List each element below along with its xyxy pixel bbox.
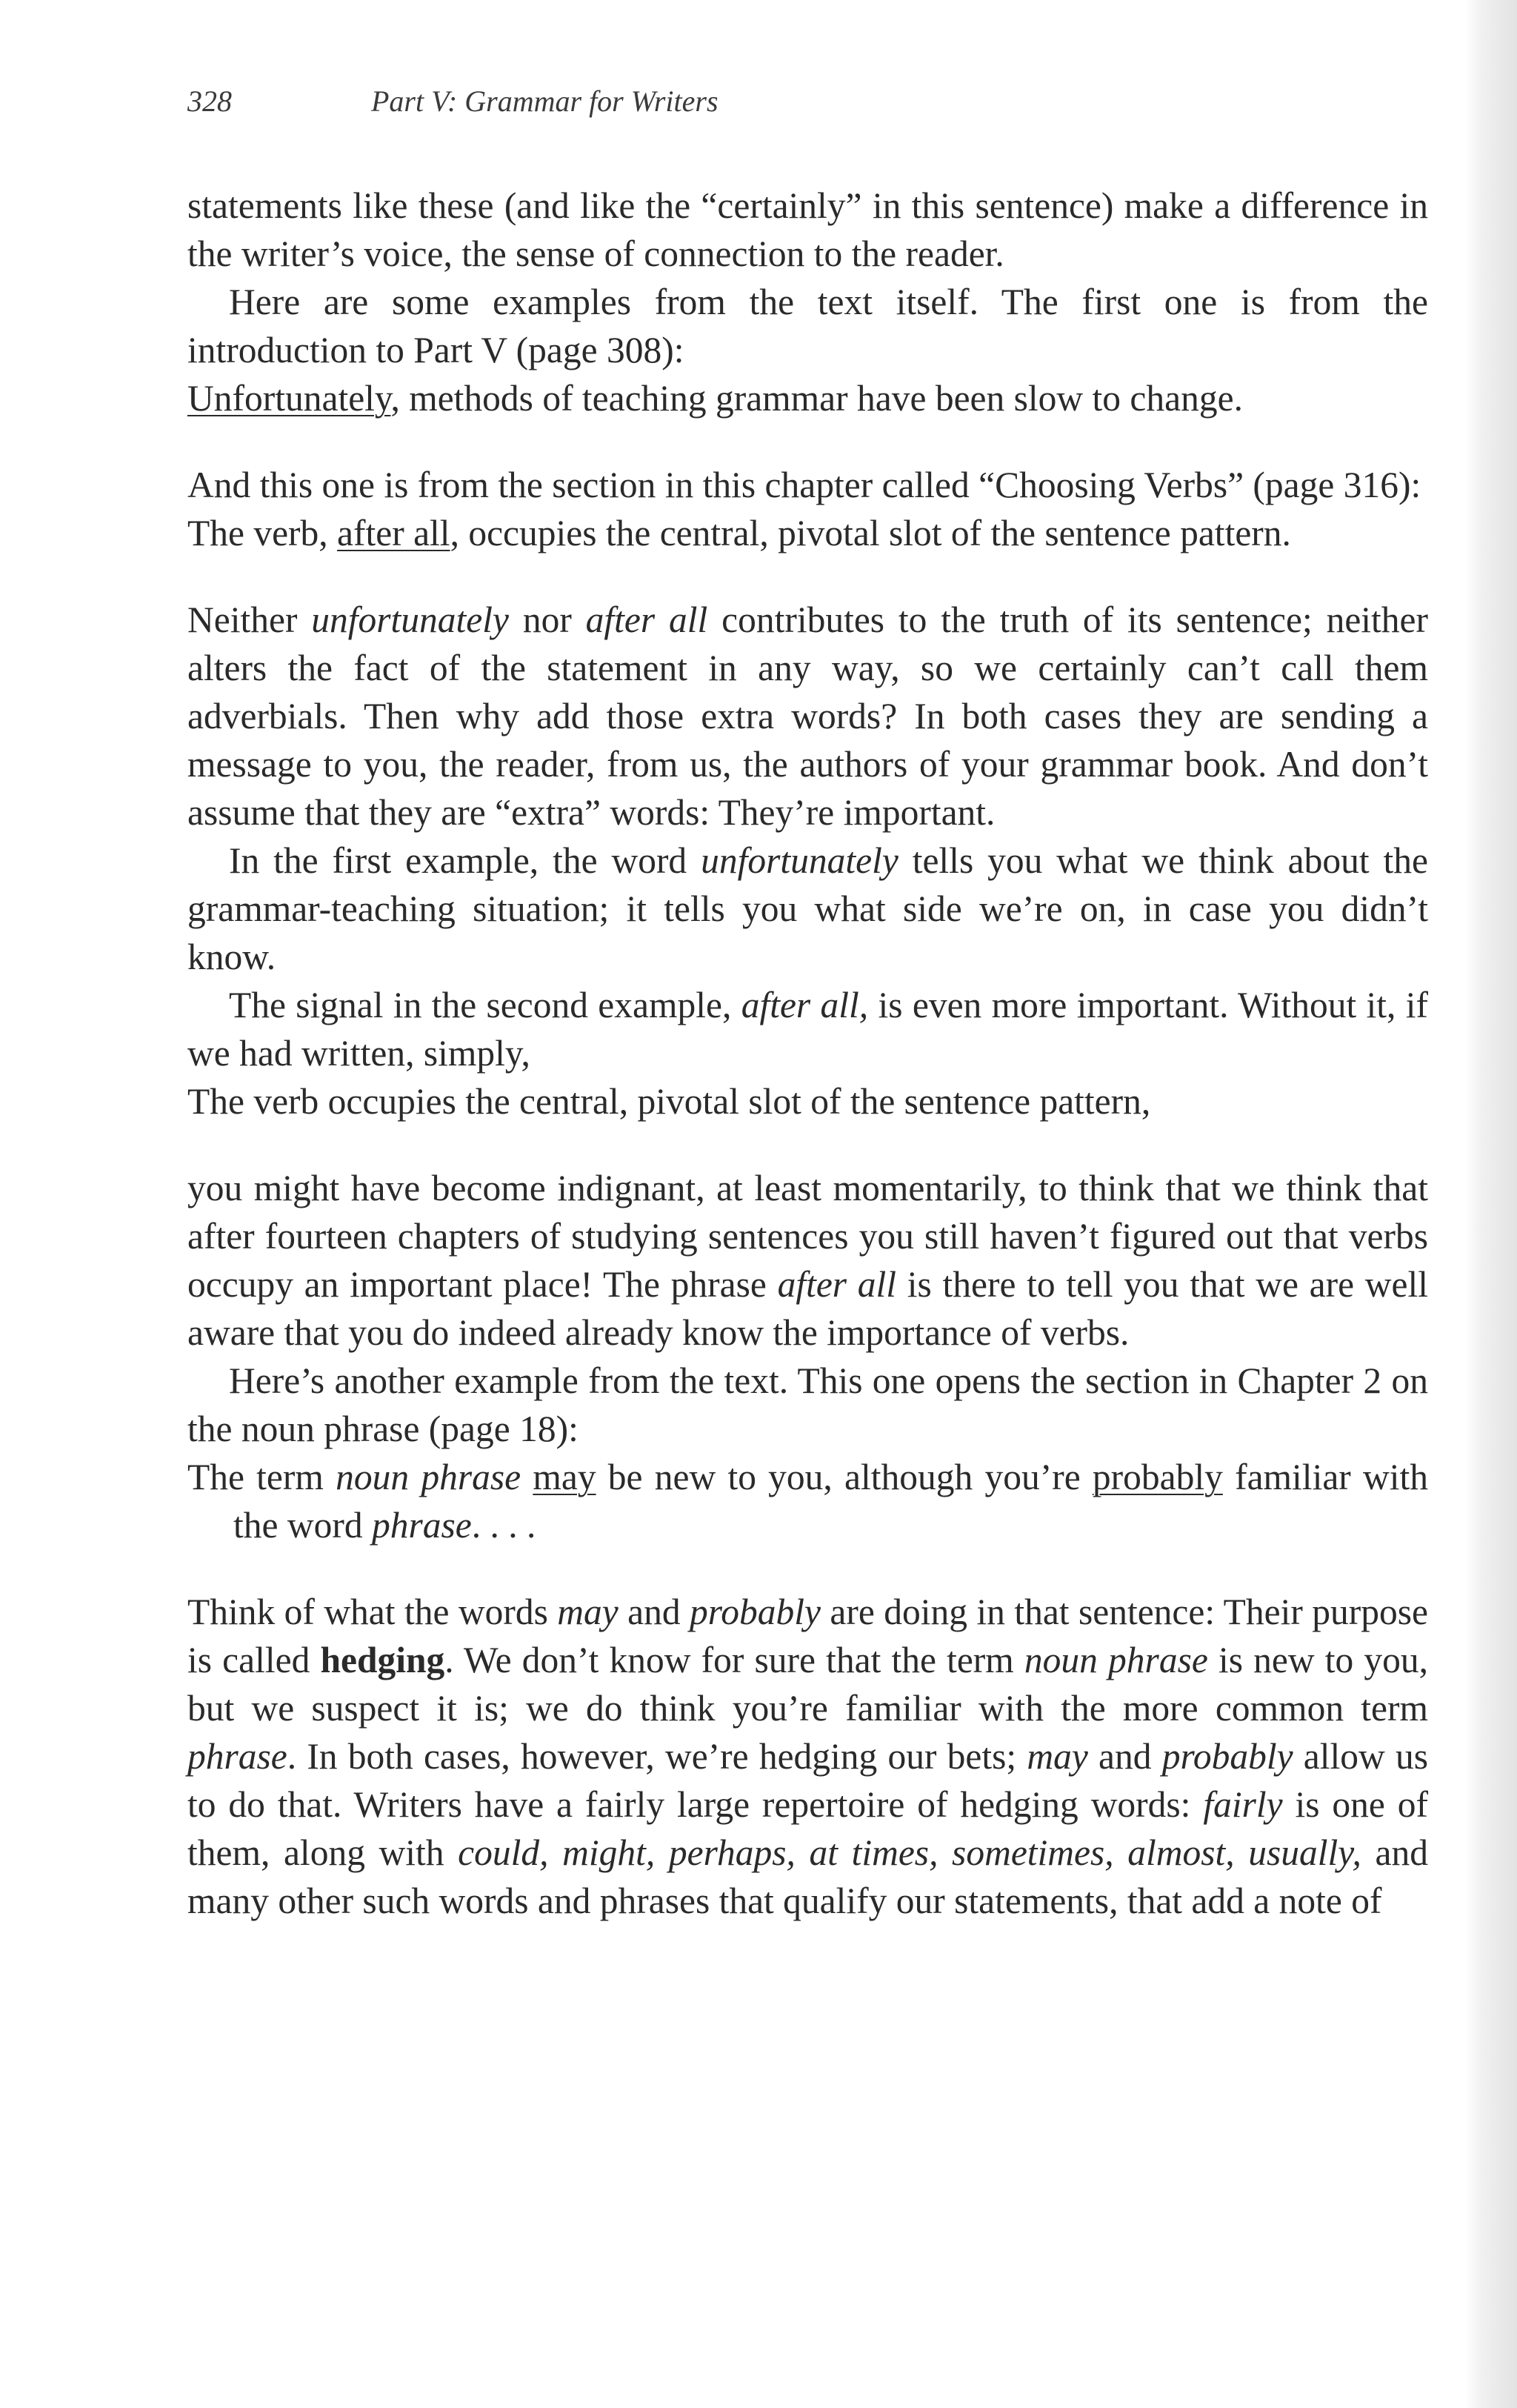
paragraph-choosing-verbs: And this one is from the section in this chapter called “Choosing Verbs” (page 316): [187,465,1421,505]
block-quote-verb: The verb occupies the central, pivotal slot of the sentence pattern, [187,1081,1151,1122]
paragraph-examples-intro: Here are some examples from the text itself. The first one is from the introduction to Part V (page 308): [187,282,1428,370]
block-quote-after-all: The verb, after all, occupies the central, pivotal slot of the sentence pattern. [187,513,1291,553]
underlined-word: Unfortunately [187,378,391,419]
term-hedging: hedging [320,1640,445,1680]
paragraph-first-example: In the first example, the word unfortunately tells you what we think about the grammar-teaching situation; it tells you what side we’re on, in case you didn’t know. [187,840,1428,977]
paragraph-another-example: Here’s another example from the text. This one opens the section in Chapter 2 on the noun phrase (page 18): [187,1360,1428,1449]
paragraph-second-example: The signal in the second example, after all, is even more important. Without it, if we had written, simply, [187,985,1429,1074]
paragraph-continued: statements like these (and like the “certainly” in this sentence) make a difference in the writer’s voice, the sense of connection to the reader. [187,185,1428,274]
paragraph-neither: Neither unfortunately nor after all contributes to the truth of its sentence; neither alters the fact of the statement in any way, so we certainly can’t call them adverbials. Then why add those extra words? In both cases they are sending a message to you, the reader, from us, the authors of your grammar book. And don’t assume that they are “extra” words: They’re important. [187,599,1429,833]
page-gutter-shadow [1465,0,1517,2408]
underlined-phrase: after all [337,513,450,553]
body-text [187,182,1428,1925]
section-title: Part V: Grammar for Writers [371,84,719,118]
running-head [187,84,719,119]
block-quote-noun-phrase: The term noun phrase may be new to you, although you’re probably familiar with the word phrase. . . . [187,1457,1429,1546]
paragraph-hedging: Think of what the words may and probably are doing in that sentence: Their purpose is called hedging. We don’t know for sure that the term noun phrase is new to you, but we suspect it is; we do think you’re familiar with the more common term phrase. In both cases, however, we’re hedging our bets; may and probably allow us to do that. Writers have a fairly large repertoire of hedging words: fairly is one of them, along with could, might, perhaps, at times, sometimes, almost, usually, and many other such words and phrases that qualify our statements, that add a note of [187,1592,1428,1921]
block-quote-unfortunately: Unfortunately, methods of teaching grammar have been slow to change. [187,378,1243,419]
page-number: 328 [187,84,232,118]
paragraph-indignant: you might have become indignant, at least momentarily, to think that we think that after fourteen chapters of studying sentences you still haven’t figured out that verbs occupy an important place! The phrase after all is there to tell you that we are well aware that you do indeed already know the importance of verbs. [187,1168,1428,1353]
